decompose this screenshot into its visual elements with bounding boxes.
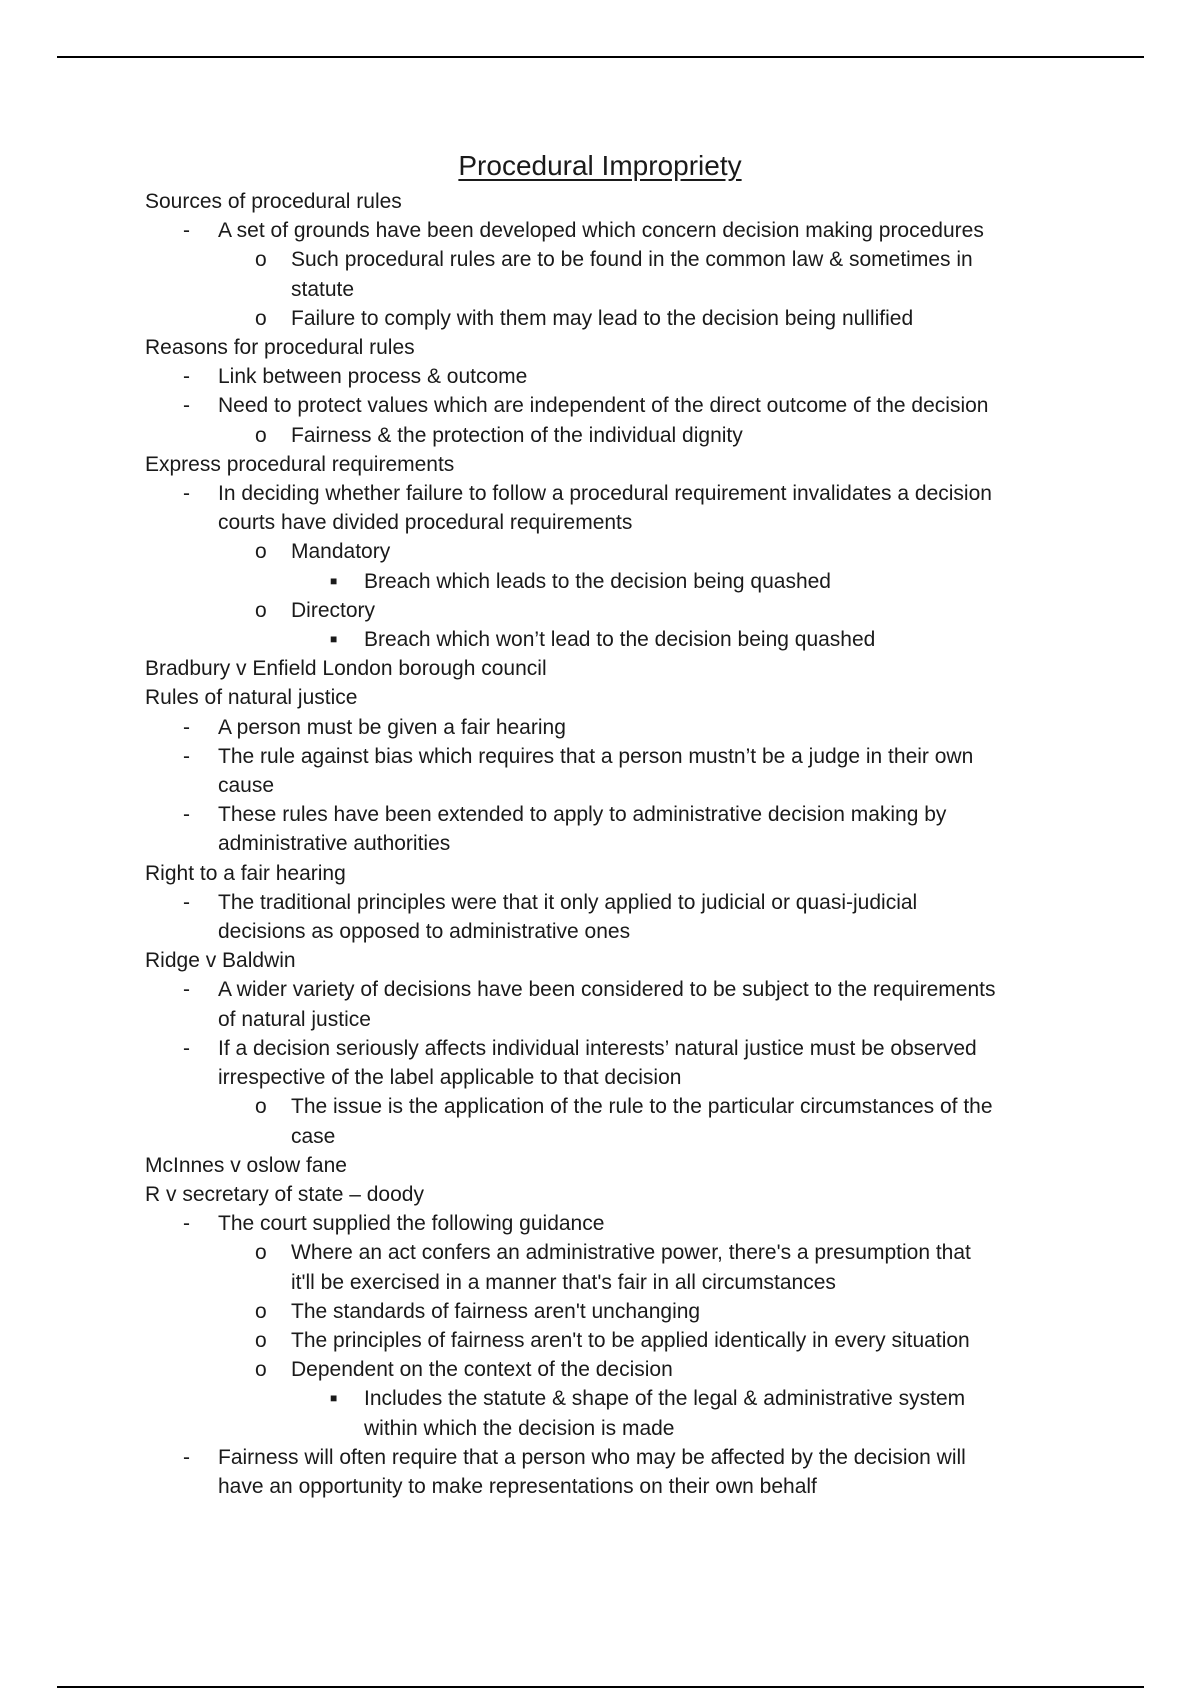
bullet-marker: o xyxy=(255,598,267,622)
bullet-marker: o xyxy=(255,1241,267,1265)
list-item xyxy=(145,216,1065,245)
bullet-marker: - xyxy=(183,744,190,768)
list-item xyxy=(145,245,1065,274)
line-text: cause xyxy=(218,774,275,798)
list-item xyxy=(145,275,1065,304)
list-item xyxy=(145,1326,1065,1355)
line-text: R v secretary of state – doody xyxy=(145,1182,424,1206)
line-text: Bradbury v Enfield London borough council xyxy=(145,657,547,681)
bullet-marker: ■ xyxy=(330,1391,338,1406)
line-text: Includes the statute & shape of the legal & administrative system xyxy=(364,1387,966,1411)
line-text: McInnes v oslow fane xyxy=(145,1153,347,1177)
bullet-marker: - xyxy=(183,1212,190,1236)
list-item xyxy=(145,362,1065,391)
line-text: The principles of fairness aren't to be applied identically in every situation xyxy=(291,1328,970,1352)
list-item xyxy=(145,1122,1065,1151)
bullet-marker: - xyxy=(183,365,190,389)
line-text: of natural justice xyxy=(218,1007,371,1031)
bullet-marker: o xyxy=(255,1328,267,1352)
line-text: Mandatory xyxy=(291,540,391,564)
line-text: These rules have been extended to apply to administrative decision making by xyxy=(218,803,947,827)
list-item xyxy=(145,596,1065,625)
line-text: Such procedural rules are to be found in the common law & sometimes in xyxy=(291,248,973,272)
section-heading xyxy=(145,1180,1065,1209)
bullet-marker: - xyxy=(183,803,190,827)
bullet-marker: - xyxy=(183,1445,190,1469)
bullet-marker: - xyxy=(183,482,190,506)
line-text: The traditional principles were that it only applied to judicial or quasi-judicial xyxy=(218,890,918,914)
list-item xyxy=(145,1472,1065,1501)
list-item xyxy=(145,888,1065,917)
line-text: case xyxy=(291,1124,336,1148)
line-text: have an opportunity to make representations on their own behalf xyxy=(218,1474,817,1498)
line-text: Breach which won’t lead to the decision being quashed xyxy=(364,628,876,652)
line-text: Sources of procedural rules xyxy=(145,190,402,213)
line-text: Dependent on the context of the decision xyxy=(291,1358,673,1382)
bullet-marker: - xyxy=(183,219,190,243)
bullet-marker: o xyxy=(255,1095,267,1119)
line-text: Express procedural requirements xyxy=(145,452,455,476)
list-item xyxy=(145,391,1065,420)
line-text: courts have divided procedural requirements xyxy=(218,511,633,535)
list-item xyxy=(145,1063,1065,1092)
list-item xyxy=(145,567,1065,596)
line-text: A person must be given a fair hearing xyxy=(218,715,566,739)
line-text: Need to protect values which are independent of the direct outcome of the decision xyxy=(218,394,989,418)
list-item xyxy=(145,771,1065,800)
section-heading xyxy=(145,187,1065,216)
bullet-marker: o xyxy=(255,1358,267,1382)
list-item xyxy=(145,1355,1065,1384)
line-text: If a decision seriously affects individual interests’ natural justice must be observed xyxy=(218,1036,977,1060)
section-heading xyxy=(145,946,1065,975)
footer-rule xyxy=(57,1686,1144,1688)
bullet-marker: o xyxy=(255,540,267,564)
bullet-marker: o xyxy=(255,423,267,447)
list-item xyxy=(145,421,1065,450)
bullet-marker: - xyxy=(183,1036,190,1060)
line-text: Ridge v Baldwin xyxy=(145,949,296,973)
line-text: A set of grounds have been developed which concern decision making procedures xyxy=(218,219,984,243)
list-item xyxy=(145,1209,1065,1238)
line-text: Fairness will often require that a person who may be affected by the decision will xyxy=(218,1445,966,1469)
page-title: Procedural Impropriety xyxy=(458,150,742,181)
list-item xyxy=(145,829,1065,858)
line-text: The rule against bias which requires that a person mustn’t be a judge in their own xyxy=(218,744,974,768)
bullet-marker: o xyxy=(255,248,267,272)
line-text: Where an act confers an administrative power, there's a presumption that xyxy=(291,1241,971,1265)
line-text: Reasons for procedural rules xyxy=(145,336,415,360)
line-text: Right to a fair hearing xyxy=(145,861,346,885)
bullet-marker: - xyxy=(183,715,190,739)
line-text: Rules of natural justice xyxy=(145,686,358,710)
list-item xyxy=(145,1384,1065,1413)
line-text: A wider variety of decisions have been considered to be subject to the requirements xyxy=(218,978,996,1002)
list-item xyxy=(145,917,1065,946)
section-heading xyxy=(145,654,1065,683)
line-text: The standards of fairness aren't unchanging xyxy=(291,1299,701,1323)
line-text: decisions as opposed to administrative ones xyxy=(218,920,631,944)
line-text: In deciding whether failure to follow a procedural requirement invalidates a decision xyxy=(218,482,992,506)
bullet-marker: ■ xyxy=(330,573,338,588)
list-item xyxy=(145,1268,1065,1297)
line-text: Fairness & the protection of the individual dignity xyxy=(291,423,743,447)
line-text: it'll be exercised in a manner that's fair in all circumstances xyxy=(291,1270,836,1294)
line-text: within which the decision is made xyxy=(364,1416,675,1440)
list-item xyxy=(145,479,1065,508)
line-text: Breach which leads to the decision being quashed xyxy=(364,569,831,593)
bullet-marker: - xyxy=(183,394,190,418)
bullet-marker: ■ xyxy=(330,632,338,647)
section-heading xyxy=(145,683,1065,712)
notes-body xyxy=(145,187,1065,1501)
line-text: Link between process & outcome xyxy=(218,365,528,389)
list-item xyxy=(145,1443,1065,1472)
section-heading xyxy=(145,1151,1065,1180)
line-text: Directory xyxy=(291,598,376,622)
list-item xyxy=(145,304,1065,333)
line-text: statute xyxy=(291,277,355,301)
line-text: administrative authorities xyxy=(218,832,451,856)
list-item xyxy=(145,625,1065,654)
section-heading xyxy=(145,333,1065,362)
bullet-marker: - xyxy=(183,978,190,1002)
list-item xyxy=(145,508,1065,537)
line-text: irrespective of the label applicable to that decision xyxy=(218,1066,682,1090)
list-item xyxy=(145,1092,1065,1121)
bullet-marker: o xyxy=(255,306,267,330)
section-heading xyxy=(145,450,1065,479)
list-item xyxy=(145,713,1065,742)
list-item xyxy=(145,800,1065,829)
list-item xyxy=(145,1414,1065,1443)
line-text: Failure to comply with them may lead to the decision being nullified xyxy=(291,306,914,330)
list-item xyxy=(145,1034,1065,1063)
header-rule xyxy=(57,56,1144,58)
list-item xyxy=(145,742,1065,771)
bullet-marker: o xyxy=(255,1299,267,1323)
line-text: The issue is the application of the rule to the particular circumstances of the xyxy=(291,1095,993,1119)
section-heading xyxy=(145,859,1065,888)
list-item xyxy=(145,975,1065,1004)
line-text: The court supplied the following guidance xyxy=(218,1212,605,1236)
list-item xyxy=(145,1297,1065,1326)
list-item xyxy=(145,537,1065,566)
bullet-marker: - xyxy=(183,890,190,914)
list-item xyxy=(145,1005,1065,1034)
list-item xyxy=(145,1238,1065,1267)
